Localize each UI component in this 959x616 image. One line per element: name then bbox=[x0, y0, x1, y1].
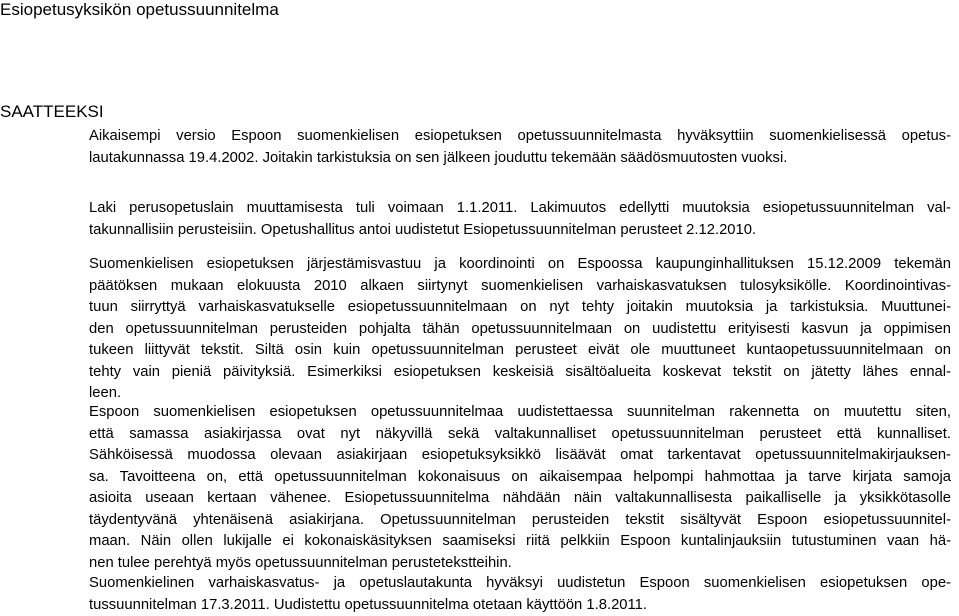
paragraph bbox=[89, 254, 951, 405]
text-line: maan. Näin ollen lukijalle ei kokonaiskäsityksen saamiseksi riitä pelkkiin Espoon kuntalinjauksiin tutustuminen vaan hä- bbox=[89, 531, 951, 553]
text-line: lautakunnassa 19.4.2002. Joitakin tarkistuksia on sen jälkeen jouduttu tekemään säädösmuutosten vuoksi. bbox=[89, 148, 951, 170]
text-line: Suomenkielisen esiopetuksen järjestämisvastuu ja koordinointi on Espoossa kaupunginhallituksen 15.12.2009 tekemän bbox=[89, 254, 951, 276]
text-line: Suomenkielinen varhaiskasvatus- ja opetuslautakunta hyväksyi uudistetun Espoon suomenkielisen esiopetuksen ope- bbox=[89, 573, 951, 595]
text-line: Espoon suomenkielisen esiopetuksen opetussuunnitelmaa uudistettaessa suunnitelman rakennetta on muutettu siten, bbox=[89, 402, 951, 424]
text-line: sa. Tavoitteena on, että opetussuunnitelman kokonaisuus on aikaisempaa helpompi hahmottaa ja tarve kirjata samoja bbox=[89, 467, 951, 489]
text-line: Aikaisempi versio Espoon suomenkielisen esiopetuksen opetussuunnitelmasta hyväksyttiin suomenkielisessä opetus- bbox=[89, 126, 951, 148]
text-line: täydentyvänä yhtenäisenä asiakirjana. Opetussuunnitelman perusteiden tekstit sisältyvät Espoon esiopetussuunnitel- bbox=[89, 510, 951, 532]
text-line: tuun siirryttyä varhaiskasvatukselle esiopetussuunnitelmaan on nyt tehty joitakin muutoksia ja tarkistuksia. Muuttunei- bbox=[89, 297, 951, 319]
text-line: tehty vain pieniä päivityksiä. Esimerkiksi esiopetuksen keskeisiä sisältöalueita koskevat tekstit on jätetty lähes ennal- bbox=[89, 362, 951, 384]
text-line: den opetussuunnitelman perusteiden pohjalta tähän opetussuunnitelmaan on uudistettu erityisesti kasvun ja oppimisen bbox=[89, 319, 951, 341]
paragraph bbox=[89, 573, 951, 616]
text-line: päätöksen mukaan elokuusta 2010 alkaen siirtynyt suomenkielisen varhaiskasvatuksen tulosyksikölle. Koordinointivas- bbox=[89, 276, 951, 298]
text-line: että samassa asiakirjassa ovat nyt näkyvillä sekä valtakunnalliset opetussuunnitelman perusteet että kunnalliset. bbox=[89, 424, 951, 446]
text-line: nen tulee perehtyä myös opetussuunnitelman perustetekstteihin. bbox=[89, 553, 951, 575]
text-line: takunnallisiin perusteisiin. Opetushallitus antoi uudistetut Esiopetussuunnitelman perusteet 2.12.2010. bbox=[89, 220, 951, 242]
text-line: Laki perusopetuslain muuttamisesta tuli voimaan 1.1.2011. Lakimuutos edellytti muutoksia esiopetussuunnitelman val- bbox=[89, 198, 951, 220]
text-line: asioita useaan kertaan vähenee. Esiopetussuunnitelma nähdään näin valtakunnallisesta paikalliselle ja yksikkötasolle bbox=[89, 488, 951, 510]
document-title: Esiopetusyksikön opetussuunnitelma bbox=[0, 0, 279, 20]
paragraph bbox=[89, 198, 951, 241]
paragraph bbox=[89, 402, 951, 574]
text-line: leen. bbox=[89, 383, 951, 405]
paragraph bbox=[89, 126, 951, 169]
text-line: tussuunnitelman 17.3.2011. Uudistettu opetussuunnitelma otetaan käyttöön 1.8.2011. bbox=[89, 595, 951, 616]
text-line: Sähköisessä muodossa olevaan asiakirjaan esiopetuksyksikkö lisäävät omat tarkentavat opetussuunnitelmakirjauksen- bbox=[89, 445, 951, 467]
text-line: tukeen liittyvät tekstit. Siltä osin kuin opetussuunnitelman perusteet eivät ole muuttuneet kuntaopetussuunnitelmaan on bbox=[89, 340, 951, 362]
section-heading: SAATTEEKSI bbox=[0, 102, 104, 122]
